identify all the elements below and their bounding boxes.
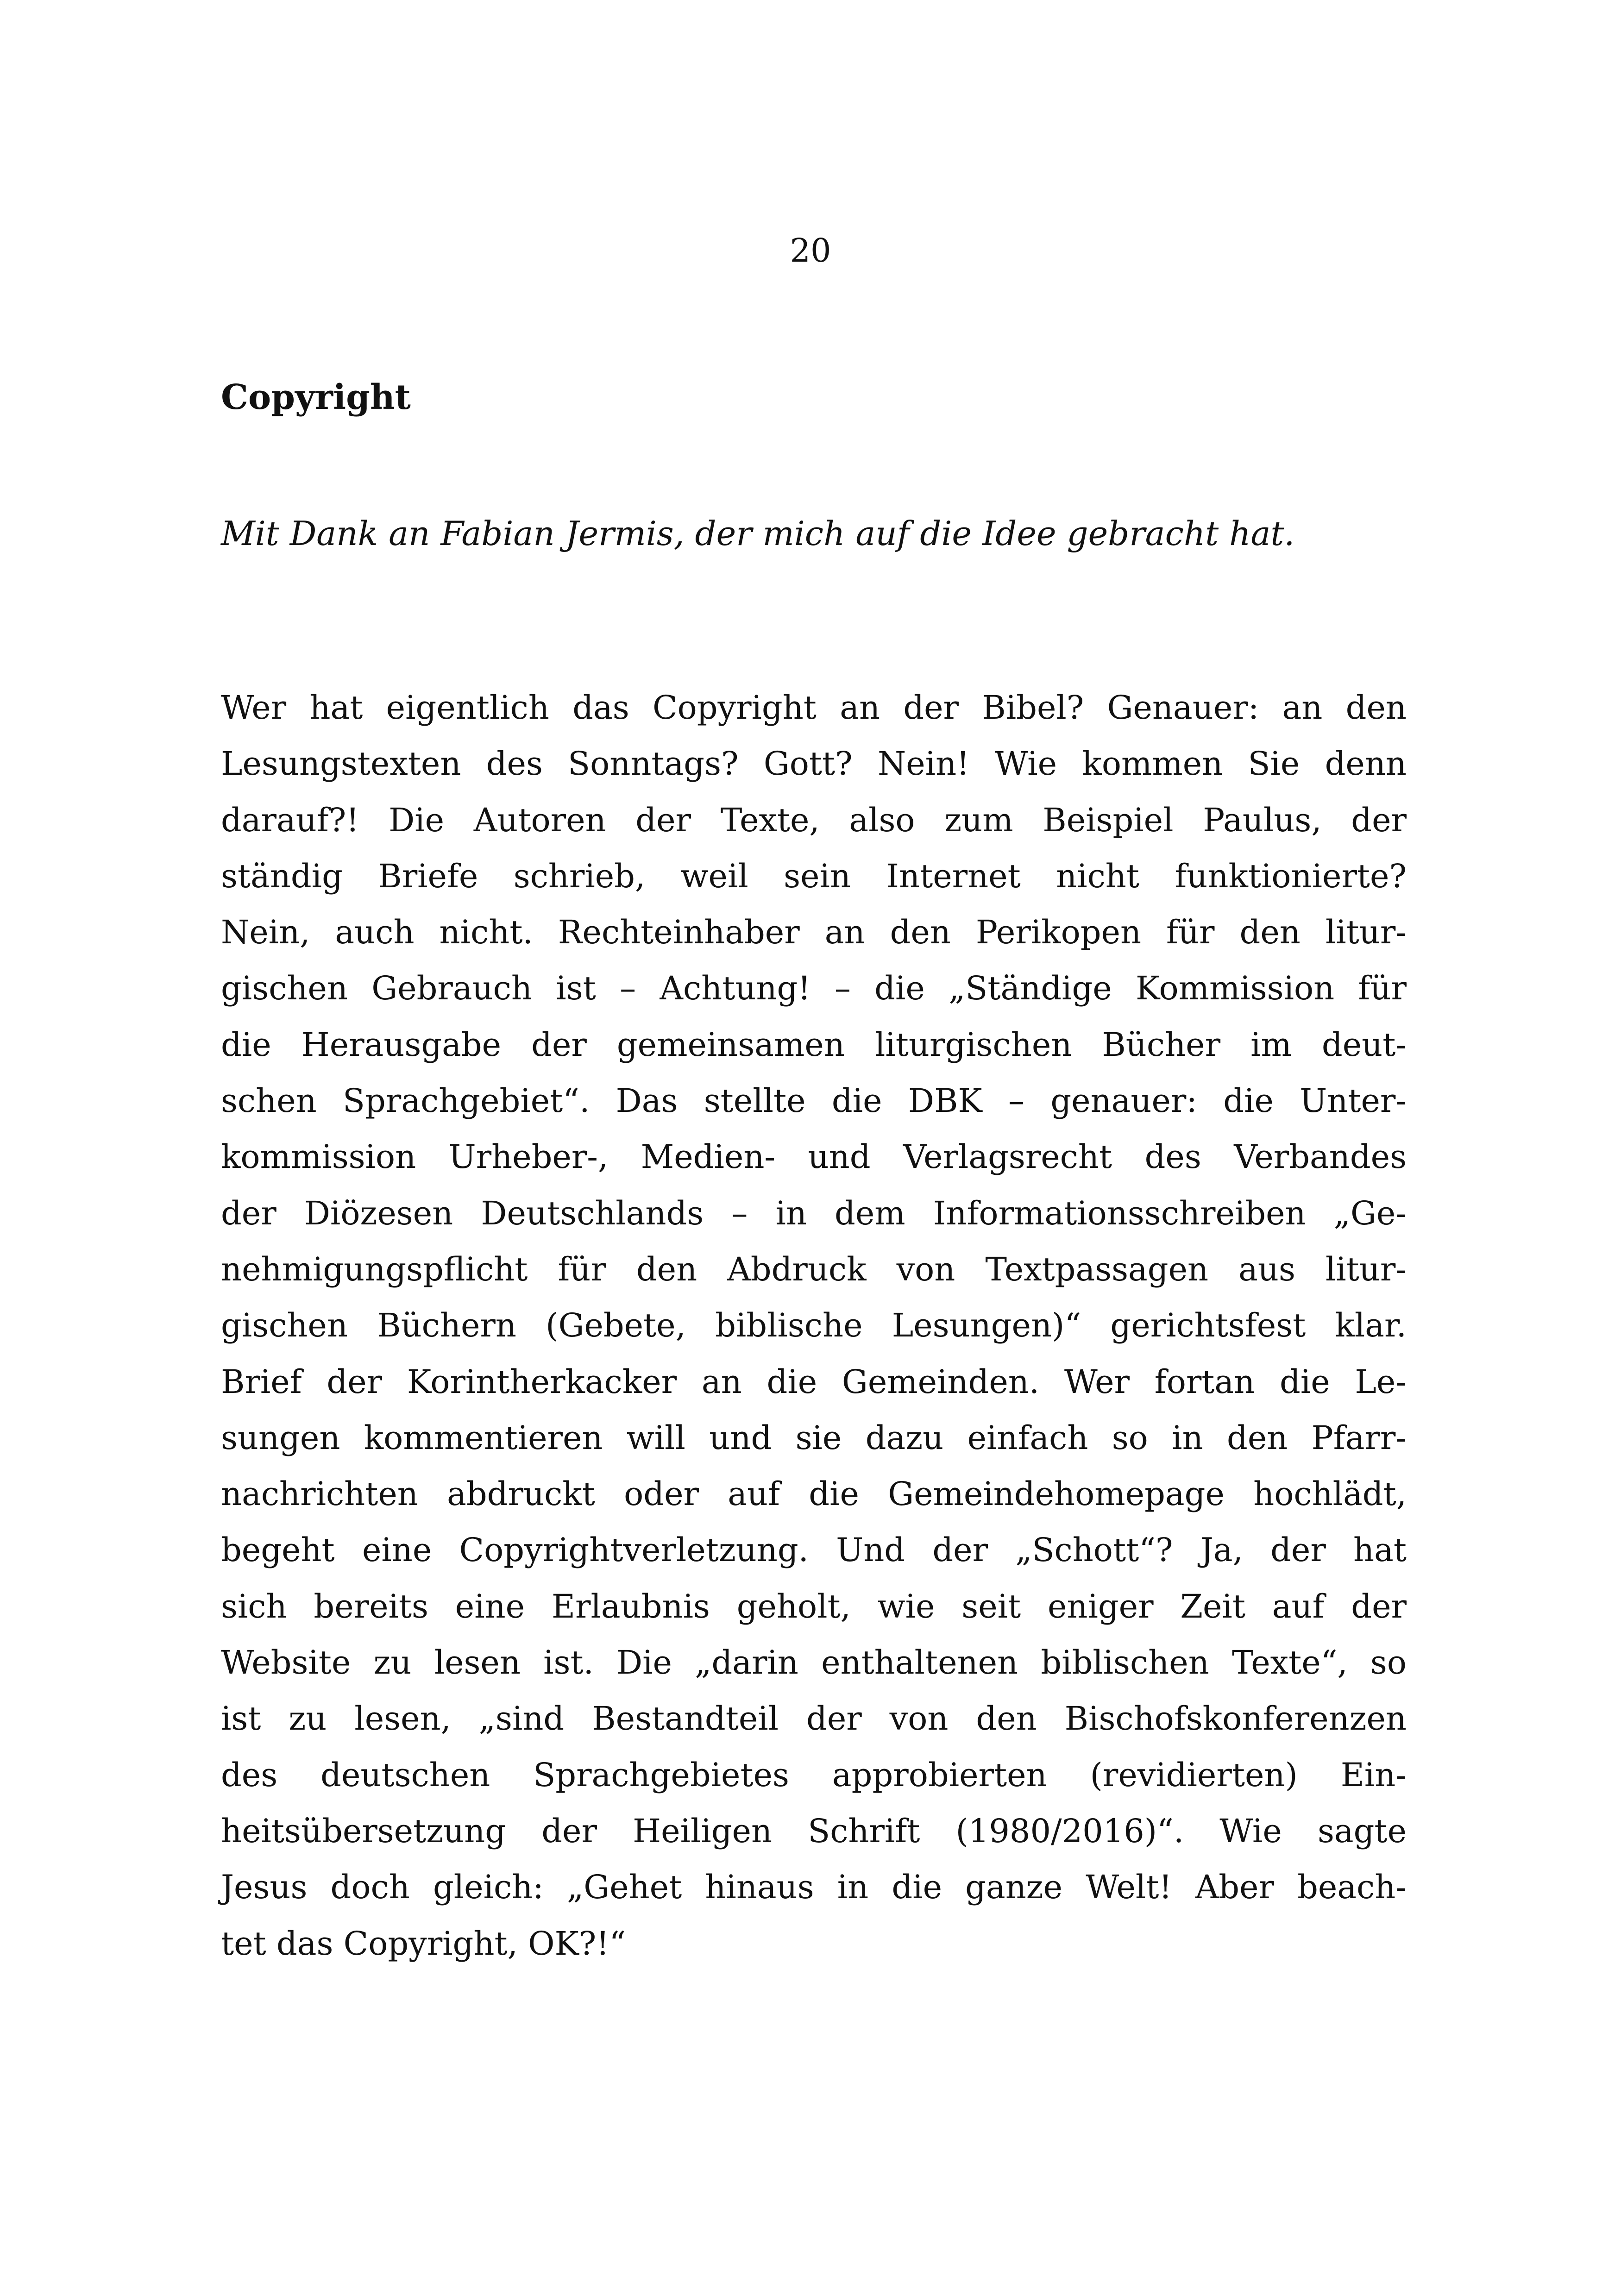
- body-line: Nein, auch nicht. Rechteinhaber an den Perikopen für den litur-: [221, 913, 1407, 952]
- body-line: tet das Copyright, OK?!“: [221, 1924, 626, 1963]
- body-line: heitsübersetzung der Heiligen Schrift (1980/2016)“. Wie sagte: [221, 1812, 1407, 1850]
- body-line: kommission Urheber-, Medien- und Verlagsrecht des Verbandes: [221, 1138, 1407, 1176]
- body-line: sich bereits eine Erlaubnis geholt, wie seit eniger Zeit auf der: [221, 1587, 1407, 1625]
- body-line: darauf?! Die Autoren der Texte, also zum Beispiel Paulus, der: [221, 801, 1407, 839]
- body-line: sungen kommentieren will und sie dazu einfach so in den Pfarr-: [221, 1418, 1407, 1457]
- body-line: nachrichten abdruckt oder auf die Gemeindehomepage hochlädt,: [221, 1475, 1407, 1513]
- body-line: begeht eine Copyrightverletzung. Und der „Schott“? Ja, der hat: [221, 1531, 1407, 1569]
- dedication: Mit Dank an Fabian Jermis, der mich auf die Idee gebracht hat.: [221, 514, 1295, 553]
- body-line: Brief der Korintherkacker an die Gemeinden. Wer fortan die Le-: [221, 1362, 1407, 1401]
- body-line: Jesus doch gleich: „Gehet hinaus in die ganze Welt! Aber beach-: [221, 1868, 1407, 1907]
- body-line: des deutschen Sprachgebietes approbierten (revidierten) Ein-: [221, 1756, 1407, 1794]
- body-line: gischen Büchern (Gebete, biblische Lesungen)“ gerichtsfest klar.: [221, 1306, 1407, 1345]
- body-line: Website zu lesen ist. Die „darin enthaltenen biblischen Texte“, so: [221, 1644, 1407, 1682]
- body-line: der Diözesen Deutschlands – in dem Informationsschreiben „Ge-: [221, 1194, 1407, 1232]
- body-line: nehmigungspflicht für den Abdruck von Textpassagen aus litur-: [221, 1250, 1407, 1288]
- body-line: ist zu lesen, „sind Bestandteil der von den Bischofskonferenzen: [221, 1700, 1407, 1738]
- page-number: 20: [790, 232, 831, 270]
- body-text: [221, 680, 1407, 1972]
- body-line: die Herausgabe der gemeinsamen liturgischen Bücher im deut-: [221, 1025, 1407, 1064]
- body-line: ständig Briefe schrieb, weil sein Internet nicht funktionierte?: [221, 857, 1407, 895]
- body-line: Wer hat eigentlich das Copyright an der Bibel? Genauer: an den: [221, 689, 1407, 727]
- body-line: Lesungstexten des Sonntags? Gott? Nein! Wie kommen Sie denn: [221, 745, 1407, 783]
- body-line: gischen Gebrauch ist – Achtung! – die „Ständige Kommission für: [221, 969, 1407, 1008]
- chapter-title: Copyright: [221, 377, 411, 417]
- body-line: schen Sprachgebiet“. Das stellte die DBK – genauer: die Unter-: [221, 1082, 1407, 1120]
